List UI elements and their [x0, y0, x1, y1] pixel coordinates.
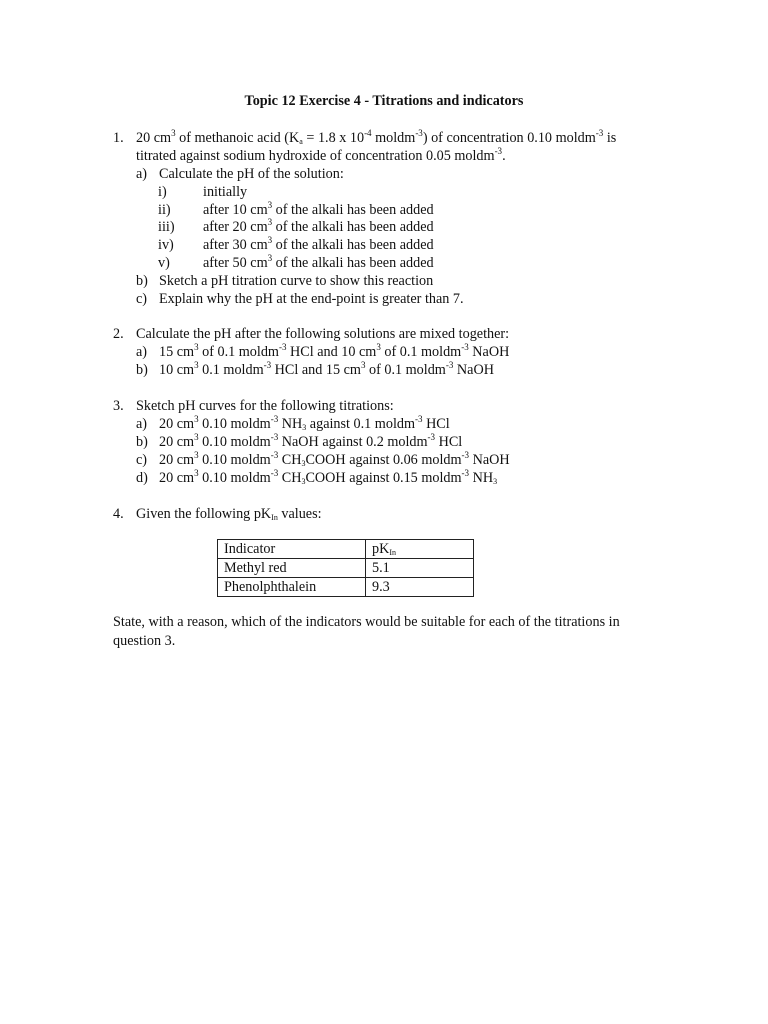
- subpart-iii-text: after 20 $cm^3$ of the alkali has been added: [203, 217, 434, 235]
- question-1-line-2: titrated against sodium hydroxide of concentration 0.05 moldm$^{-3}$.: [136, 146, 506, 164]
- question-1a-text: Calculate the pH of the solution:: [159, 166, 344, 182]
- question-1b-text: Sketch a pH titration curve to show this reaction: [159, 273, 434, 289]
- question-2a-text: 15 $cm^3$ of 0.1 moldm$^{-3}$ HCl and 10 $cm^3$ of 0.1 moldm$^{-3}$ NaOH: [159, 342, 510, 360]
- question-1c-text: Explain why the pH at the end-point is greater than 7.: [159, 291, 464, 307]
- subpart-ii-text: after 10 $cm^3$ of the alkali has been added: [203, 200, 434, 218]
- state-instruction-line-2: question 3.: [113, 633, 176, 649]
- subpart-iii-label: iii): [158, 219, 175, 235]
- subpart-iv-text: after 30 $cm^3$ of the alkali has been added: [203, 235, 434, 253]
- question-2b-label: b): [136, 362, 148, 378]
- question-3b-text: 20 $cm^3$ 0.10 moldm$^{-3}$ NaOH against 0.2 moldm$^{-3}$ HCl: [159, 432, 463, 450]
- table-cell-value: 9.3: [366, 578, 474, 597]
- question-4-text: Given the following $pK_{In}$ values:: [136, 506, 322, 522]
- subpart-v-label: v): [158, 255, 170, 271]
- question-3c-text: 20 $cm^3$ 0.10 moldm$^{-3}$ $CH_3COOH$ against 0.06 moldm$^{-3}$ NaOH: [159, 450, 510, 468]
- question-2a-label: a): [136, 344, 148, 360]
- table-header-pkin: $pK_{In}$: [366, 540, 474, 559]
- table-row: [218, 578, 474, 597]
- question-3b-label: b): [136, 434, 148, 450]
- subpart-i-label: i): [158, 184, 167, 200]
- question-2b-text: 10 $cm^3$ 0.1 moldm$^{-3}$ HCl and 15 $cm^3$ of 0.1 moldm$^{-3}$ NaOH: [159, 360, 494, 378]
- question-1b-label: b): [136, 273, 148, 289]
- question-1a-label: a): [136, 166, 148, 182]
- question-4-number: 4.: [113, 506, 124, 522]
- table-cell-indicator: Phenolphthalein: [218, 578, 366, 597]
- subpart-ii-label: ii): [158, 202, 171, 218]
- table-cell-indicator: Methyl red: [218, 559, 366, 578]
- subpart-v-text: after 50 $cm^3$ of the alkali has been added: [203, 253, 434, 271]
- question-3a-label: a): [136, 416, 148, 432]
- question-1c-label: c): [136, 291, 148, 307]
- table-header-indicator: Indicator: [218, 540, 366, 559]
- subpart-i-text: initially: [203, 184, 248, 200]
- table-row: [218, 559, 474, 578]
- page-title: Topic 12 Exercise 4 - Titrations and indicators: [244, 93, 524, 109]
- indicator-table: [217, 539, 474, 597]
- question-3a-text: 20 $cm^3$ 0.10 moldm$^{-3}$ $NH_3$ against 0.1 moldm$^{-3}$ HCl: [159, 414, 450, 432]
- table-cell-value: 5.1: [366, 559, 474, 578]
- question-3-number: 3.: [113, 398, 124, 414]
- question-3d-text: 20 $cm^3$ 0.10 moldm$^{-3}$ $CH_3COOH$ against 0.15 moldm$^{-3}$ $NH_3$: [159, 468, 498, 486]
- state-instruction-line-1: State, with a reason, which of the indicators would be suitable for each of the titrations in: [113, 614, 620, 630]
- question-3-text: Sketch pH curves for the following titrations:: [136, 398, 394, 414]
- question-3c-label: c): [136, 452, 148, 468]
- question-2-text: Calculate the pH after the following solutions are mixed together:: [136, 326, 510, 342]
- question-1-line-1: 20 $cm^3$ of methanoic acid ($K_a = 1.8$ x $10^{-4}$ moldm$^{-3}$) of concentration 0.10 moldm$^{-3}$ is: [136, 128, 617, 146]
- table-header-row: [218, 540, 474, 559]
- question-3d-label: d): [136, 470, 148, 486]
- subpart-iv-label: iv): [158, 237, 174, 253]
- question-2-number: 2.: [113, 326, 124, 342]
- question-1-number: 1.: [113, 130, 124, 146]
